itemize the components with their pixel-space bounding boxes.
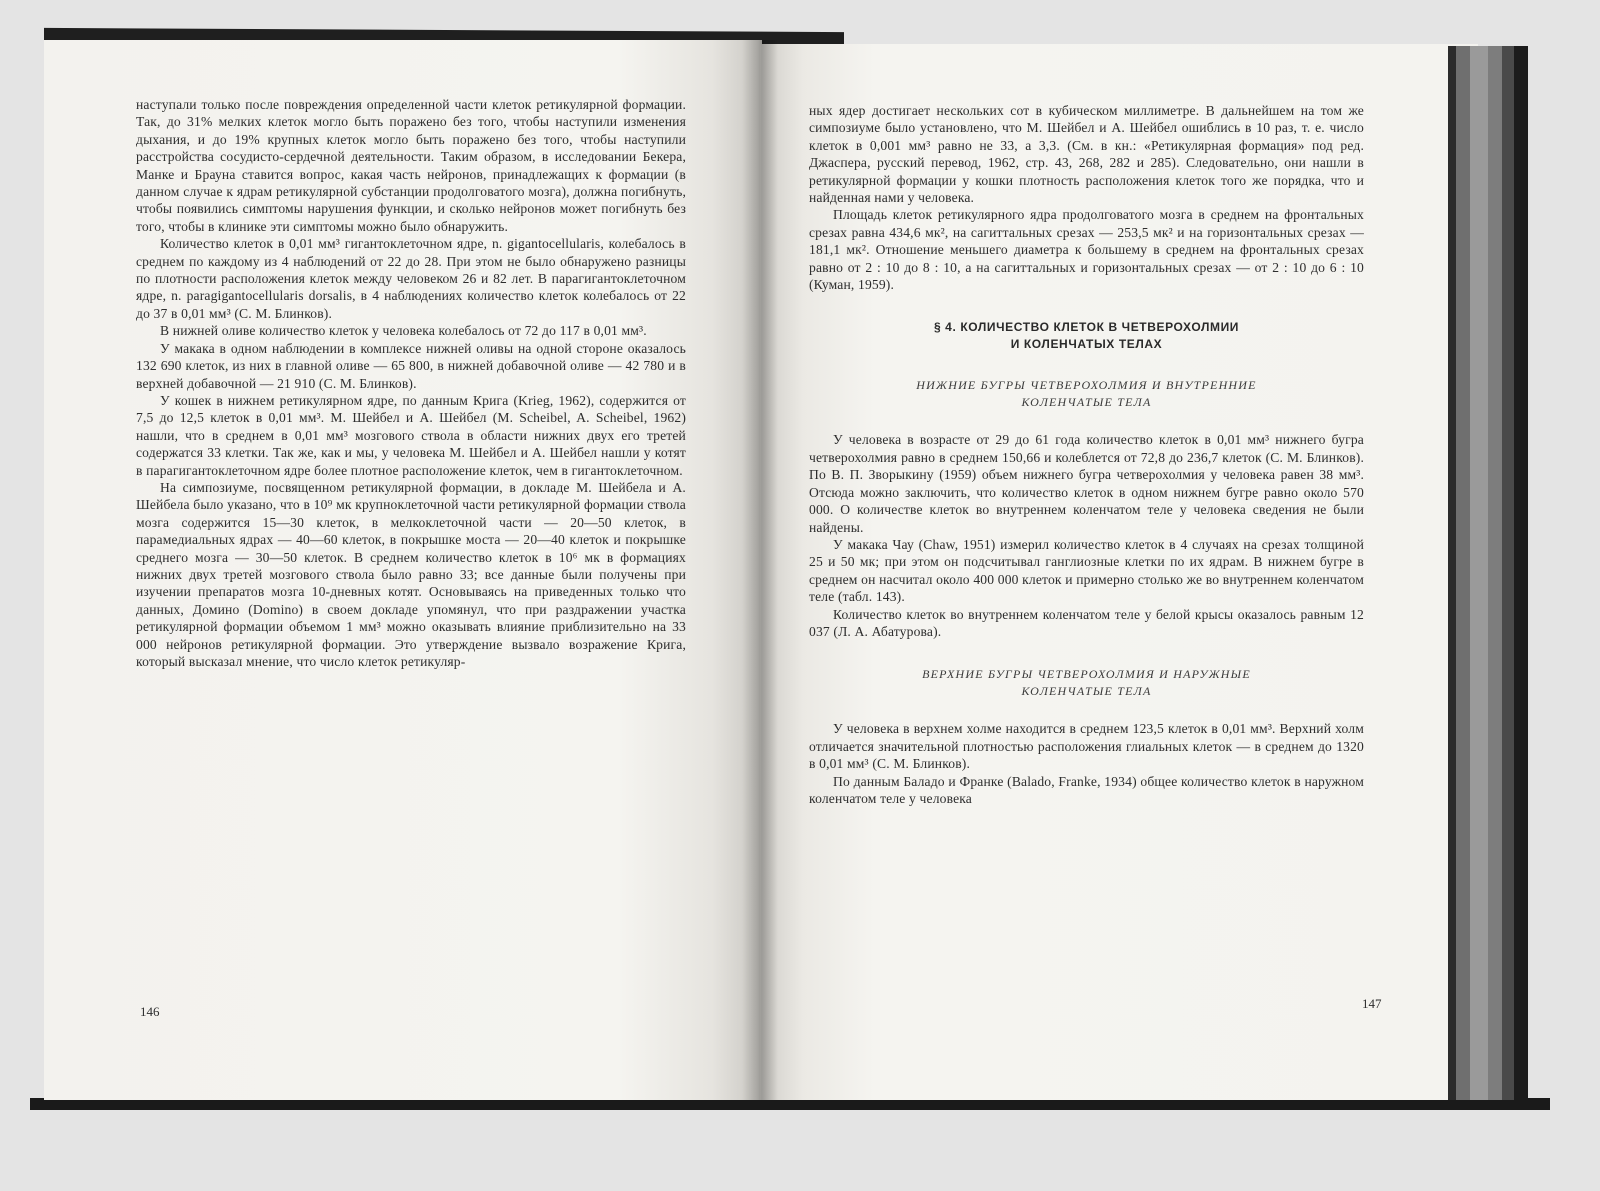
stack-band [1502,46,1514,1100]
paragraph: ных ядер достигает нескольких сот в кубическом миллиметре. В дальнейшем на том же симпозиуме было установлено, что М. Шейбел и А. Шейбел ошиблись в 10 раз, т. е. число клеток в 0,001 мм³ равно не 33, а 3,3. (См. в кн.: «Ретикулярная формация» под ред. Джаспера, русский перевод, 1962, стр. 43, 268, 282 и 285). Следовательно, они нашли в ретикулярной формации у кошки плотность расположения клеток того же порядка, что и найденная нами у человека. [809,103,1364,206]
paragraph: В нижней оливе количество клеток у человека колебалось от 72 до 117 в 0,01 мм³. [160,323,647,339]
paragraph: На симпозиуме, посвященном ретикулярной формации, в докладе М. Шейбела и А. Шейбела было указано, что в 10⁹ мк крупноклеточной части ретикулярной формации ствола мозга содержится 15—30 клеток, в мелкоклеточной части — 20—50 клеток, в парамедиальных ядрах — 40—60 клеток, в покрышке моста — 20—40 клеток и покрышке среднего мозга — 30—50 клеток. В среднем количество клеток в 10⁶ мк в формациях нижних двух третей мозгового ствола было равно 33; все данные были получены при изучении препаратов мозга 10-дневных котят. Основываясь на приведенных только что данных, Домино (Domino) в своем докладе упомянул, что при раздражении участка ретикулярной формации объемом 1 мм³ можно оказывать влияние приблизительно на 33 000 нейронов ретикулярной формации. Это утверждение вызвало возражение Крига, который высказал мнение, что число клеток ретикуляр- [136,479,686,669]
stack-band [1448,46,1456,1100]
section-heading [809,319,1364,353]
right-page-text [809,102,1364,807]
stack-band [1488,46,1502,1100]
subsection-heading [809,377,1364,411]
stack-band [1456,46,1470,1100]
paragraph: Количество клеток во внутреннем коленчатом теле у белой крысы оказалось равным 12 037 (Л. А. Абатурова). [809,606,1364,639]
subsection-heading-line: ВЕРХНИЕ БУГРЫ ЧЕТВЕРОХОЛМИЯ И НАРУЖНЫЕ [922,667,1251,682]
right-page [760,44,1478,1100]
subsection-heading [809,666,1364,700]
paragraph: наступали только после повреждения определенной части клеток ретикулярной формации. Так, до 31% мелких клеток могло быть поражено без того, чтобы наступили изменения дыхания, и до 19% крупных клеток могло быть поражено без того, чтобы наступили расстройства сосудисто-сердечной деятельности. Таким образом, в исследовании Бекера, Манке и Брауна ставится вопрос, какая часть нейронов, принадлежащих к формации (в данном случае к ядрам ретикулярной субстанции продолговатого мозга), должна погибнуть, чтобы появились симптомы нарушения функции, и сколько нейронов может погибнуть без того, чтобы в клинике эти симптомы можно было обнаружить. [136,97,686,234]
stack-band [1514,46,1528,1100]
paragraph: Количество клеток в 0,01 мм³ гигантоклеточном ядре, n. gigantocellularis, колебалось в среднем по каждому из 4 наблюдений от 22 до 28. При этом не было обнаружено разницы по плотности расположения клеток между человеком 26 и 82 лет. В парагигантоклеточном ядре, n. paragigantocellularis dorsalis, в 4 наблюдениях количество клеток колебалось от 22 до 37 в 0,01 мм³ (С. М. Блинков). [136,236,686,321]
left-page [44,40,762,1100]
paragraph: У человека в верхнем холме находится в среднем 123,5 клеток в 0,01 мм³. Верхний холм отличается значительной плотностью расположения глиальных клеток — в среднем до 1320 в 0,01 мм³ (С. М. Блинков). [809,721,1364,772]
paragraph: У человека в возрасте от 29 до 61 года количество клеток в 0,01 мм³ нижнего бугра четверохолмия равно в среднем 150,66 и колеблется от 72,8 до 236,7 клеток (С. М. Блинков). По В. П. Зворыкину (1959) объем нижнего бугра четверохолмия у человека равен 38 мм³. Отсюда можно заключить, что количество клеток в одном нижнем бугре равно около 570 000. О количестве клеток во внутреннем коленчатом теле у человека сведения не были найдены. [809,432,1364,535]
left-page-text [136,96,686,670]
paragraph: По данным Баладо и Франке (Balado, Franke, 1934) общее количество клеток в наружном коленчатом теле у человека [809,773,1364,806]
subsection-heading-line: КОЛЕНЧАТЫЕ ТЕЛА [1021,395,1152,410]
subsection-heading-line: НИЖНИЕ БУГРЫ ЧЕТВЕРОХОЛМИЯ И ВНУТРЕННИЕ [916,378,1257,393]
paragraph: У кошек в нижнем ретикулярном ядре, по данным Крига (Krieg, 1962), содержится от 7,5 до 12,5 клеток в 0,01 мм³. М. Шейбел и А. Шейбел (M. Scheibel, A. Scheibel, 1962) нашли, что в среднем в 0,01 мм³ мозгового ствола в области нижних двух его третей содержатся 33 клетки. Так же, как и мы, у человека М. Шейбел и А. Шейбел нашли у котят в парагигантоклеточном ядре более плотное расположение клеток, чем в гигантоклеточном. [136,392,686,478]
section-heading-line: § 4. КОЛИЧЕСТВО КЛЕТОК В ЧЕТВЕРОХОЛМИИ [933,320,1240,335]
paragraph: У макака Чау (Chaw, 1951) измерил количество клеток в 4 случаях на срезах толщиной 25 и 50 мк; при этом он подсчитывал ганглиозные клетки по их ядрам. В нижнем бугре в среднем он насчитал около 400 000 клеток и примерно столько же во внутреннем коленчатом теле (табл. 143). [809,536,1364,605]
page-stack-edge [1448,46,1528,1100]
page-number-left: 146 [140,1004,160,1019]
paragraph: Площадь клеток ретикулярного ядра продолговатого мозга в среднем на фронтальных срезах равна 434,6 мк², на сагиттальных срезах — 253,5 мк² и на горизонтальных срезах — 181,1 мк². Отношение меньшего диаметра к большему в среднем на фронтальных срезах равно от 2 : 10 до 8 : 10, а на сагиттальных и горизонтальных срезах — от 2 : 10 до 6 : 10 (Куман, 1959). [809,207,1364,293]
section-heading-line: И КОЛЕНЧАТЫХ ТЕЛАХ [1010,337,1163,352]
page-number-right: 147 [1362,996,1382,1011]
paragraph: У макака в одном наблюдении в комплексе нижней оливы на одной стороне оказалось 132 690 клеток, из них в главной оливе — 65 800, в нижней добавочной оливе — 42 780 и в верхней добавочной — 21 910 (С. М. Блинков). [136,340,686,391]
book-gutter-shadow [742,40,778,1100]
subsection-heading-line: КОЛЕНЧАТЫЕ ТЕЛА [1021,684,1152,699]
stack-band [1470,46,1488,1100]
